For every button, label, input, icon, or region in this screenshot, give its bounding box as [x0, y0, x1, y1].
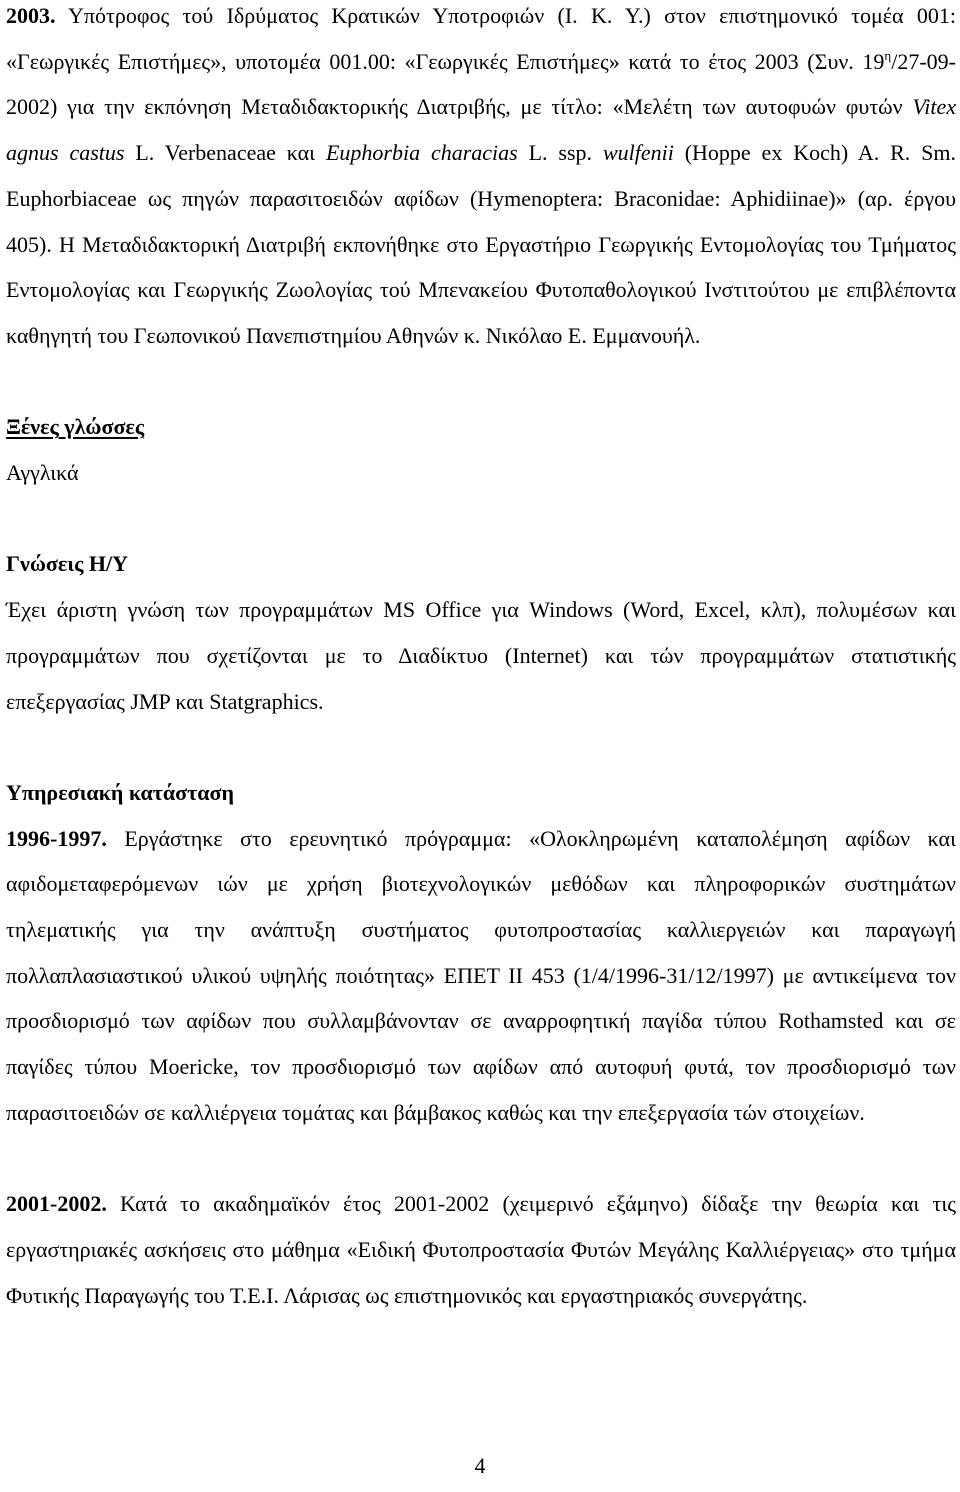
employment-entry-2001: [6, 1181, 956, 1318]
languages-value: Αγγλικά: [6, 460, 79, 486]
spacer: [6, 359, 956, 405]
scholarship-text-c: L. Verbenaceae και: [124, 140, 326, 166]
computer-skills-heading: Γνώσεις Η/Υ: [6, 551, 128, 577]
superscript-eta: η: [884, 47, 892, 63]
period-1996-1997: 1996-1997.: [6, 825, 107, 851]
scholarship-text-a: Υπότροφος τού Ιδρύματος Κρατικών Υποτροφιών (Ι. Κ. Υ.) στον επιστημονικό τομέα 001: «Γεωργικές Επιστήμες», υποτομέα 001.00: «Γεωργικές Επιστήμες» κατά το έτος 2003 (Συν. 19: [6, 3, 956, 74]
species-vitex: Vitex agnus castus: [6, 94, 956, 166]
page-number: 4: [474, 1453, 486, 1478]
scholarship-text-d: L. ssp.: [517, 140, 603, 166]
employment-text-2001: Κατά το ακαδημαϊκόν έτος 2001-2002 (χειμερινό εξάμηνο) δίδαξε την θεωρία και τις εργαστηριακές ασκήσεις στο μάθημα «Ειδική Φυτοπροστασία Φυτών Μεγάλης Καλλιέργειας» στο τμήμα Φυτικής Παραγωγής του Τ.Ε.Ι. Λάρισας ως επιστημονικός και εργαστηριακός συνεργάτης.: [6, 1191, 956, 1308]
scholarship-text-b: /27-09-2002) για την εκπόνηση Μεταδιδακτορικής Διατριβής, με τίτλο: «Μελέτη των αυτοφυών φυτών: [6, 48, 956, 120]
year-2003: 2003.: [6, 3, 56, 28]
employment-heading: Υπηρεσιακή κατάσταση: [6, 779, 235, 805]
spacer: [6, 1136, 956, 1182]
species-euphorbia: Euphorbia characias: [325, 140, 518, 166]
period-2001-2002: 2001-2002.: [6, 1191, 107, 1217]
subspecies-wulfenii: wulfenii: [602, 140, 674, 166]
computer-skills-text: Έχει άριστη γνώση των προγραμμάτων MS Office για Windows (Word, Excel, κλπ), πολυμέσων και προγραμμάτων που σχετίζονται με το Διαδίκτυο (Internet) και τών προγραμμάτων στατιστικής επεξεργασίας JMP και Statgraphics.: [6, 597, 956, 714]
scholarship-text-e: (Hoppe ex Koch) A. R. Sm. Euphorbiaceae ως πηγών παρασιτοειδών αφίδων (Hymenoptera: Braconidae: Aphidiinae)» (αρ. έργου 405). Η Μεταδιδακτορική Διατριβή εκπονήθηκε στο Εργαστήριο Γεωργικής Εντομολογίας του Τμήματος Εντομολογίας και Γεωργικής Ζωολογίας τού Μπενακείου Φυτοπαθολογικού Ινστιτούτου με επιβλέποντα καθηγητή του Γεωπονικού Πανεπιστημίου Αθηνών κ. Νικόλαο Ε. Εμμανουήλ.: [6, 140, 957, 348]
paragraph-scholarship: [6, 0, 956, 359]
employment-entry-1996: [6, 816, 956, 1136]
employment-text-1996: Εργάστηκε στο ερευνητικό πρόγραμμα: «Ολοκληρωμένη καταπολέμηση αφίδων και αφιδομεταφερόμενων ιών με χρήση βιοτεχνολογικών μεθόδων και πληροφορικών συστημάτων τηλεματικής για την ανάπτυξη συστήματος φυτοπροστασίας καλλιεργειών και παραγωγή πολλαπλασιαστικού υλικού υψηλής ποιότητας» ΕΠΕΤ ΙΙ 453 (1/4/1996-31/12/1997) με αντικείμενα τον προσδιορισμό των αφίδων που συλλαμβάνονταν σε αναρροφητική παγίδα τύπου Rothamsted και σε παγίδες τύπου Moericke, τον προσδιορισμό των αφίδων από αυτοφυή φυτά, τον προσδιορισμό των παρασιτοειδών σε καλλιέργεια τομάτας και βάμβακος καθώς και την επεξεργασία τών στοιχείων.: [6, 825, 956, 1125]
spacer: [6, 496, 956, 542]
spacer: [6, 724, 956, 770]
languages-heading: Ξένες γλώσσες: [6, 414, 145, 440]
